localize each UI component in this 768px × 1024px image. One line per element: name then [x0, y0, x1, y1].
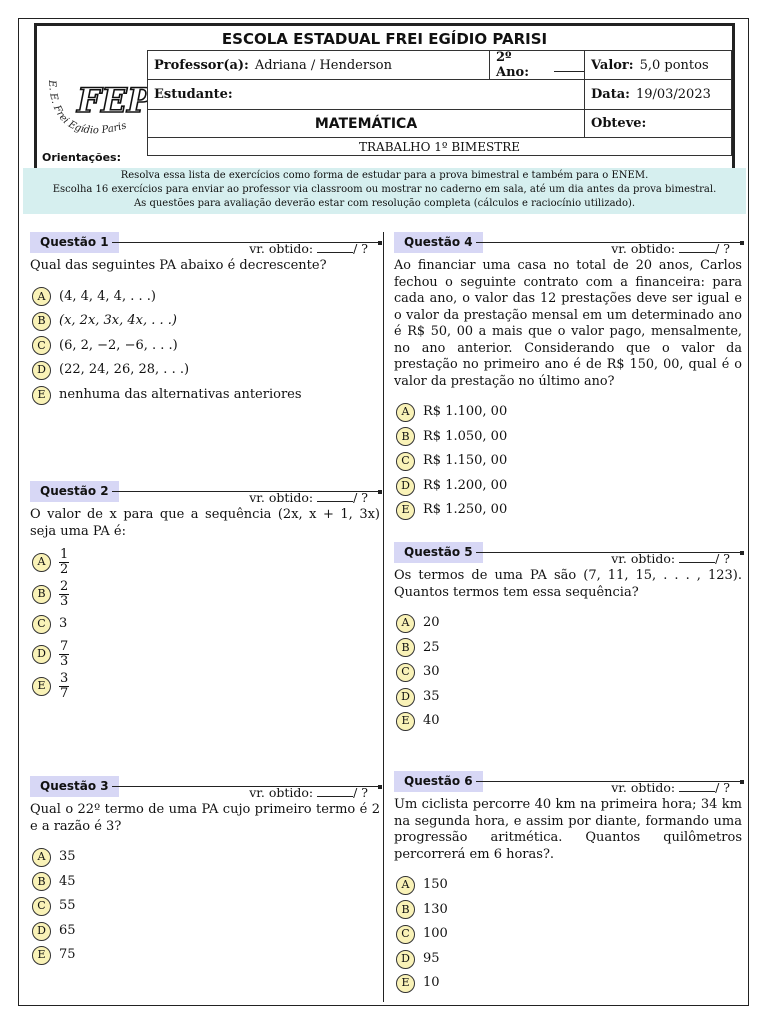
options-list	[30, 285, 380, 408]
instruction-line: Resolva essa lista de exercícios como forma de estudar para a prova bimestral e também para o ENEM.	[120, 170, 649, 181]
question-5	[394, 538, 742, 734]
teacher-label: Professor(a):	[154, 57, 249, 73]
options-list	[394, 611, 742, 734]
obtained-label: Obteve:	[591, 116, 647, 131]
teacher-value: Adriana / Henderson	[254, 57, 392, 73]
option-d[interactable]: D 95	[394, 947, 742, 972]
question-header	[394, 538, 742, 566]
question-statement: Qual o 22º termo de uma PA cujo primeiro termo é 2 e a razão é 3?	[30, 802, 380, 834]
option-e[interactable]: E 40	[394, 709, 742, 734]
question-1	[30, 228, 380, 407]
question-rule	[112, 785, 380, 800]
question-header	[394, 767, 742, 795]
option-c[interactable]: C 100	[394, 922, 742, 947]
year-blank[interactable]	[554, 59, 584, 72]
option-e[interactable]: E 10	[394, 971, 742, 996]
question-2	[30, 477, 380, 702]
question-statement: Um ciclista percorre 40 km na primeira hora; 34 km na segunda hora, e assim por diante, formando uma progressão aritmética. Quantos quilômetros percorrerá em 6 horas?.	[394, 797, 742, 862]
logo-letters: FEP	[77, 81, 147, 121]
year-cell	[490, 50, 585, 80]
date-value: 19/03/2023	[635, 87, 711, 102]
option-e[interactable]: E nenhuma das alternativas anteriores	[30, 383, 380, 408]
question-6	[394, 767, 742, 996]
option-c[interactable]: C 3	[30, 610, 380, 638]
year-label: 2º Ano:	[496, 50, 530, 80]
question-rule	[112, 241, 380, 256]
date-label: Data:	[591, 87, 630, 102]
score-field[interactable]: vr. obtido: / ?	[249, 490, 368, 505]
date-cell	[585, 80, 732, 110]
option-a[interactable]: A 35	[30, 845, 380, 870]
question-title: Questão 6	[394, 771, 483, 792]
options-list	[394, 873, 742, 996]
column-divider	[383, 232, 384, 1002]
work-title: TRABALHO 1º BIMESTRE	[147, 138, 732, 156]
obtained-cell	[585, 110, 732, 138]
question-3	[30, 772, 380, 968]
option-b[interactable]: B 25	[394, 636, 742, 661]
score-field[interactable]: vr. obtido: / ?	[611, 551, 730, 566]
instructions-box	[23, 168, 746, 214]
teacher-cell	[147, 50, 490, 80]
student-cell[interactable]	[147, 80, 585, 110]
options-list	[30, 845, 380, 968]
question-statement: O valor de x para que a sequência (2x, x + 1, 3x) seja uma PA é:	[30, 507, 380, 539]
score-field[interactable]: vr. obtido: / ?	[611, 780, 730, 795]
option-b[interactable]: B $\frac{2}{3}$	[30, 578, 380, 610]
option-e[interactable]: E 75	[30, 943, 380, 968]
score-field[interactable]: vr. obtido: / ?	[611, 241, 730, 256]
question-statement: Ao financiar uma casa no total de 20 anos, Carlos fechou o seguinte contrato com a financeira: para cada ano, o valor das 12 prestações deve ser igual e o valor da prestação mensal em um determinado ano é R$ 50, 00 a mais que o valor pago, mensalmente, no ano anterior. Considerando que o valor da prestação no primeiro ano é de R$ 150, 00, qual é o valor da prestação no último ano?	[394, 258, 742, 389]
question-rule	[476, 241, 742, 256]
option-a[interactable]: A 150	[394, 873, 742, 898]
option-d[interactable]: D 35	[394, 685, 742, 710]
option-c[interactable]: C 30	[394, 660, 742, 685]
instruction-line: Escolha 16 exercícios para enviar ao professor via classroom ou mostrar no caderno em sala, até um dia antes da prova bimestral.	[52, 184, 717, 195]
option-c[interactable]: C (6, 2, −2, −6, . . .)	[30, 334, 380, 359]
option-b[interactable]: B 45	[30, 870, 380, 895]
question-title: Questão 3	[30, 776, 119, 797]
option-c[interactable]: C R$ 1.150, 00	[394, 449, 742, 474]
question-rule	[476, 780, 742, 795]
question-statement: Os termos de uma PA são (7, 11, 15, . . . , 123). Quantos termos tem essa sequência?	[394, 568, 742, 600]
option-c[interactable]: C 55	[30, 894, 380, 919]
option-b[interactable]: B (x, 2x, 3x, 4x, . . .)	[30, 309, 380, 334]
option-d[interactable]: D $\frac{7}{3}$	[30, 638, 380, 670]
option-d[interactable]: D 65	[30, 919, 380, 944]
option-b[interactable]: B 130	[394, 898, 742, 923]
question-rule	[476, 551, 742, 566]
logo-text: E. E. Frei Egídio Paris	[45, 79, 128, 137]
question-title: Questão 1	[30, 232, 119, 253]
option-e[interactable]: E R$ 1.250, 00	[394, 498, 742, 523]
question-title: Questão 4	[394, 232, 483, 253]
header-table	[34, 23, 735, 168]
option-a[interactable]: A 20	[394, 611, 742, 636]
question-header	[30, 772, 380, 800]
student-label: Estudante:	[154, 87, 233, 102]
score-field[interactable]: vr. obtido: / ?	[249, 785, 368, 800]
question-rule	[112, 490, 380, 505]
question-statement: Qual das seguintes PA abaixo é decrescente?	[30, 258, 327, 273]
school-logo-icon	[37, 50, 147, 162]
option-e[interactable]: E $\frac{3}{7}$	[30, 670, 380, 702]
question-title: Questão 5	[394, 542, 483, 563]
value-value: 5,0 pontos	[639, 57, 709, 73]
value-label: Valor:	[591, 57, 634, 73]
option-a[interactable]: A $\frac{1}{2}$	[30, 546, 380, 578]
subject-cell: MATEMÁTICA	[147, 110, 585, 138]
question-title: Questão 2	[30, 481, 119, 502]
option-b[interactable]: B R$ 1.050, 00	[394, 425, 742, 450]
question-4	[394, 228, 742, 523]
option-d[interactable]: D (22, 24, 26, 28, . . .)	[30, 358, 380, 383]
question-header	[394, 228, 742, 256]
option-a[interactable]: A (4, 4, 4, 4, . . .)	[30, 285, 380, 310]
options-list	[30, 546, 380, 702]
value-cell	[585, 50, 732, 80]
options-list	[394, 400, 742, 523]
question-header	[30, 477, 380, 505]
option-d[interactable]: D R$ 1.200, 00	[394, 474, 742, 499]
score-field[interactable]: vr. obtido: / ?	[249, 241, 368, 256]
instruction-line: As questões para avaliação deverão estar com resolução completa (cálculos e raciocínio utilizado).	[133, 198, 636, 209]
option-a[interactable]: A R$ 1.100, 00	[394, 400, 742, 425]
school-name: ESCOLA ESTADUAL FREI EGÍDIO PARISI	[221, 30, 548, 48]
question-header	[30, 228, 380, 256]
school-logo	[37, 50, 147, 162]
orientations-label: Orientações:	[42, 151, 122, 164]
